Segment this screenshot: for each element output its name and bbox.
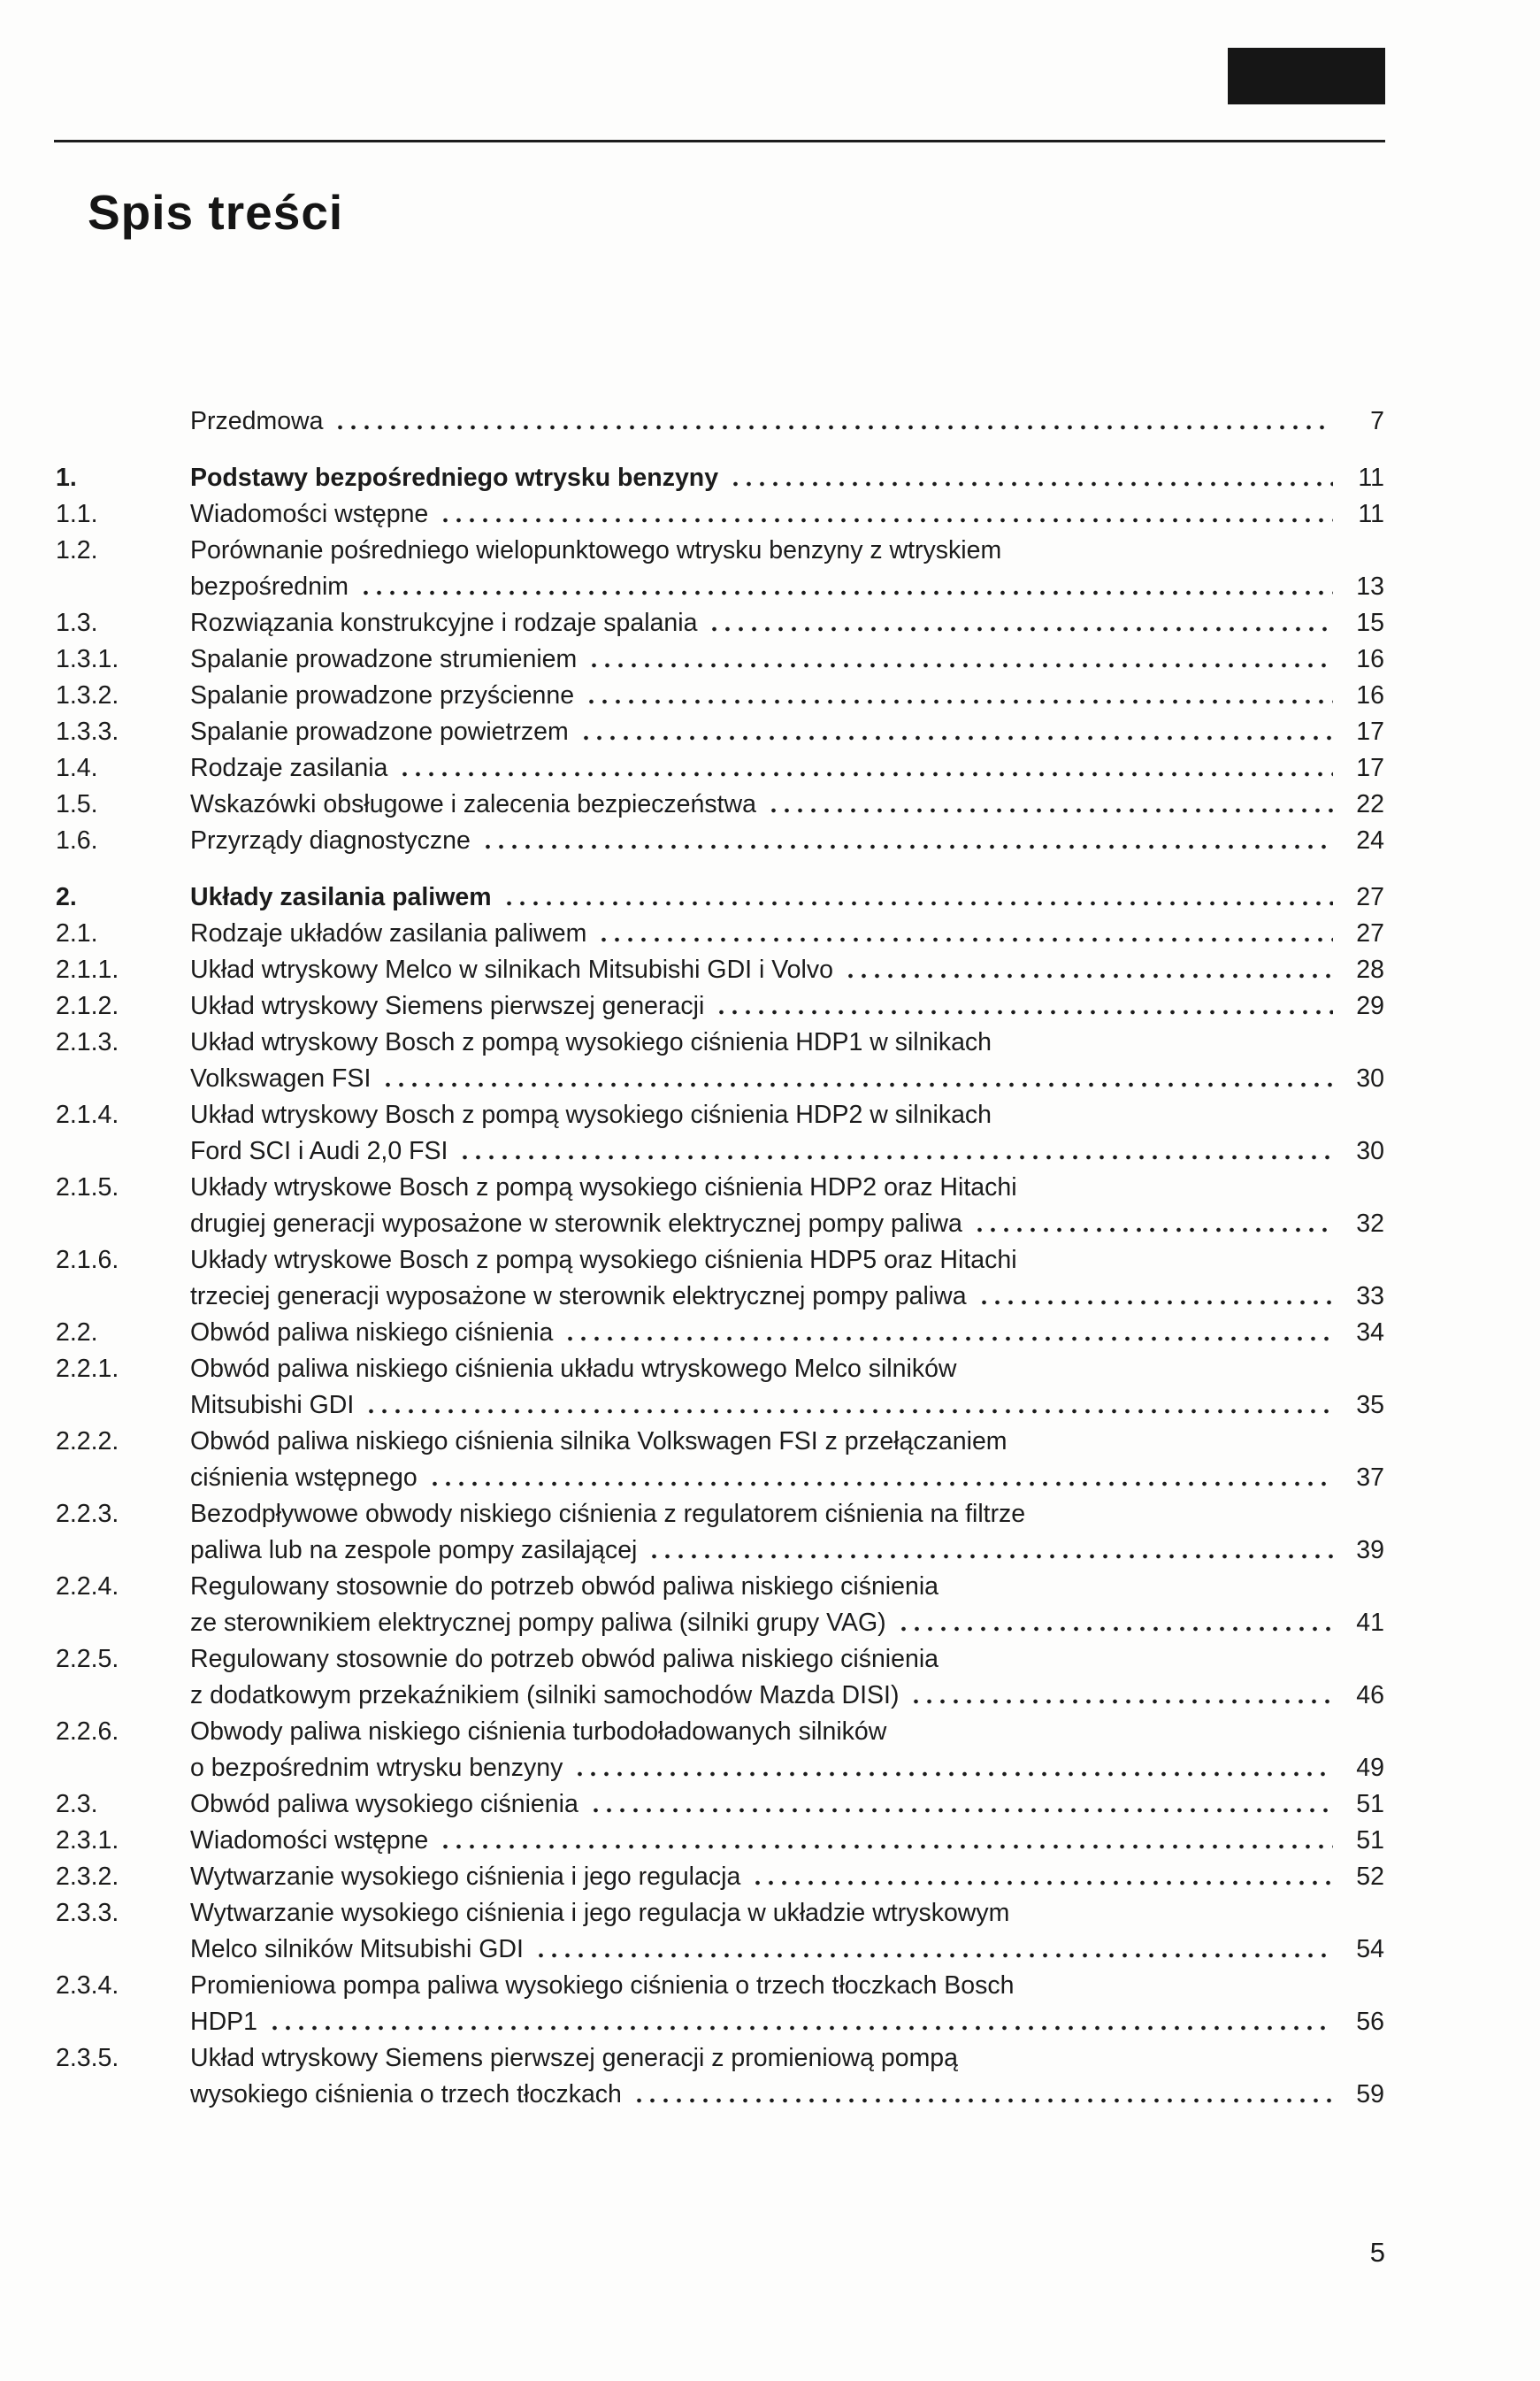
toc-entry-page: 28	[1356, 956, 1384, 984]
toc-entry-line	[190, 1932, 1384, 1968]
toc-entry-body	[190, 403, 1384, 440]
dot-leader	[585, 678, 1333, 714]
toc-entry	[56, 1025, 1384, 1097]
toc-entry-page: 7	[1370, 407, 1384, 435]
toc-entry-line	[190, 496, 1384, 533]
toc-entry	[56, 2040, 1384, 2113]
toc-entry-title: drugiej generacji wyposażone w sterownik elektrycznej pompy paliwa	[190, 1210, 962, 1238]
toc-entry-line	[190, 750, 1384, 787]
toc-entry	[56, 1569, 1384, 1641]
toc-entry-body	[190, 1097, 1384, 1170]
toc-entry-title: Obwód paliwa niskiego ciśnienia silnika Volkswagen FSI z przełączaniem	[190, 1427, 1008, 1455]
toc-entry-line	[190, 823, 1384, 859]
toc-entry-title: Spalanie prowadzone powietrzem	[190, 718, 569, 746]
dot-leader	[398, 750, 1333, 787]
toc-entry	[56, 1496, 1384, 1569]
toc-entry-page: 52	[1356, 1863, 1384, 1891]
toc-entry-line	[190, 2040, 1384, 2077]
toc-entry-line	[190, 1424, 1384, 1460]
toc-entry-title: Układ wtryskowy Siemens pierwszej generacji z promieniową pompą	[190, 2044, 959, 2072]
toc-entry-title: z dodatkowym przekaźnikiem (silniki samochodów Mazda DISI)	[190, 1681, 900, 1709]
toc-entry-line	[190, 916, 1384, 952]
toc-entry-page: 49	[1356, 1754, 1384, 1782]
toc-entry-body	[190, 678, 1384, 714]
dot-leader	[844, 952, 1333, 988]
toc-entry-title: Układy wtryskowe Bosch z pompą wysokiego ciśnienia HDP2 oraz Hitachi	[190, 1173, 1017, 1202]
toc-entry-line	[190, 1859, 1384, 1895]
toc-entry-number: 2.2.5.	[56, 1645, 119, 1673]
toc-entry-line	[190, 1641, 1384, 1678]
toc-entry-line	[190, 1750, 1384, 1786]
toc-entry-title: Układ wtryskowy Bosch z pompą wysokiego ciśnienia HDP2 w silnikach	[190, 1101, 992, 1129]
toc-entry-page: 27	[1356, 883, 1384, 911]
toc-entry-body	[190, 1895, 1384, 1968]
toc-entry-body	[190, 605, 1384, 641]
toc-entry-line	[190, 1242, 1384, 1279]
toc-entry-line	[190, 1315, 1384, 1351]
toc-entry-title: ciśnienia wstępnego	[190, 1463, 418, 1492]
toc-entry	[56, 1968, 1384, 2040]
toc-entry-page: 41	[1356, 1609, 1384, 1637]
toc-entry	[56, 1424, 1384, 1496]
toc-entry-page: 32	[1356, 1210, 1384, 1238]
toc-entry-title: bezpośrednim	[190, 572, 349, 601]
toc-entry-title: o bezpośrednim wtrysku benzyny	[190, 1754, 563, 1782]
toc-entry-page: 34	[1356, 1318, 1384, 1347]
toc-entry-line	[190, 714, 1384, 750]
toc-entry	[56, 1351, 1384, 1424]
toc-entry-page: 35	[1356, 1391, 1384, 1419]
dot-leader	[597, 916, 1333, 952]
toc-entry	[56, 533, 1384, 605]
toc-entry-number: 2.2.6.	[56, 1717, 119, 1746]
toc-entry-page: 33	[1356, 1282, 1384, 1310]
toc-entry-title: Wskazówki obsługowe i zalecenia bezpieczeństwa	[190, 790, 756, 818]
toc-entry-body	[190, 533, 1384, 605]
toc-entry-title: Wiadomości wstępne	[190, 1826, 429, 1855]
toc-entry-number: 1.2.	[56, 536, 98, 565]
toc-entry-number: 2.2.4.	[56, 1572, 119, 1601]
toc-entry-number: 2.	[56, 883, 77, 911]
toc-entry-body	[190, 1786, 1384, 1823]
toc-entry-title: Układy wtryskowe Bosch z pompą wysokiego ciśnienia HDP5 oraz Hitachi	[190, 1246, 1017, 1274]
toc-entry-line	[190, 1387, 1384, 1424]
toc-entry-page: 16	[1356, 645, 1384, 673]
toc-entry-page: 30	[1356, 1137, 1384, 1165]
dot-leader	[751, 1859, 1333, 1895]
toc-entry-page: 46	[1356, 1681, 1384, 1709]
toc-entry-page: 17	[1356, 718, 1384, 746]
dot-leader	[502, 879, 1333, 916]
page-number: 5	[1369, 2237, 1385, 2268]
toc-entry-line	[190, 605, 1384, 641]
toc-entry-page: 11	[1358, 500, 1384, 528]
toc-entry-body	[190, 1242, 1384, 1315]
toc-entry-line	[190, 1351, 1384, 1387]
toc-entry-body	[190, 1569, 1384, 1641]
toc-entry-page: 29	[1356, 992, 1384, 1020]
toc-entry-line	[190, 1206, 1384, 1242]
toc-entry-title: Spalanie prowadzone przyścienne	[190, 681, 575, 710]
toc-entry-title: Obwód paliwa niskiego ciśnienia układu wtryskowego Melco silników	[190, 1355, 957, 1383]
dot-leader	[897, 1605, 1333, 1641]
toc-entry-body	[190, 460, 1384, 496]
toc-entry-page: 30	[1356, 1064, 1384, 1093]
toc-entry-number: 1.1.	[56, 500, 98, 528]
dot-leader	[589, 1786, 1333, 1823]
dot-leader	[579, 714, 1333, 750]
toc-entry-body	[190, 1424, 1384, 1496]
toc-entry-line	[190, 678, 1384, 714]
toc-entry-title: Wytwarzanie wysokiego ciśnienia i jego regulacja	[190, 1863, 741, 1891]
toc-entry-number: 2.1.6.	[56, 1246, 119, 1274]
toc-entry-page: 11	[1358, 464, 1384, 492]
toc-entry-title: Melco silników Mitsubishi GDI	[190, 1935, 524, 1963]
toc-entry-page: 15	[1356, 609, 1384, 637]
toc-entry-number: 2.2.1.	[56, 1355, 119, 1383]
toc-entry-page: 51	[1356, 1790, 1384, 1818]
toc-entry-line	[190, 1460, 1384, 1496]
toc-entry	[56, 678, 1384, 714]
toc-entry-title: Volkswagen FSI	[190, 1064, 372, 1093]
toc-entry-line	[190, 1170, 1384, 1206]
toc-entry	[56, 916, 1384, 952]
toc-entry	[56, 1170, 1384, 1242]
toc-entry-title: Porównanie pośredniego wielopunktowego wtrysku benzyny z wtryskiem	[190, 536, 1002, 565]
dot-leader	[458, 1133, 1333, 1170]
toc-entry-number: 2.3.2.	[56, 1863, 119, 1891]
toc-entry-title: trzeciej generacji wyposażone w sterownik elektrycznej pompy paliwa	[190, 1282, 967, 1310]
dot-leader	[481, 823, 1333, 859]
toc-entry-page: 51	[1356, 1826, 1384, 1855]
toc-entry-line	[190, 1097, 1384, 1133]
dot-leader	[729, 460, 1333, 496]
toc-entry	[56, 1859, 1384, 1895]
toc-entry-line	[190, 460, 1384, 496]
toc-entry-line	[190, 1678, 1384, 1714]
toc-entry-body	[190, 1968, 1384, 2040]
toc-entry-title: Mitsubishi GDI	[190, 1391, 355, 1419]
toc-entry-body	[190, 2040, 1384, 2113]
toc-entry-line	[190, 2004, 1384, 2040]
toc-entry-line	[190, 1569, 1384, 1605]
toc-entry-title: Rozwiązania konstrukcyjne i rodzaje spalania	[190, 609, 698, 637]
toc-entry-line	[190, 2077, 1384, 2113]
dot-leader	[333, 403, 1333, 440]
toc-entry-line	[190, 1279, 1384, 1315]
toc-list	[56, 403, 1384, 2113]
toc-entry-number: 2.3.5.	[56, 2044, 119, 2072]
toc-entry	[56, 1242, 1384, 1315]
toc-entry-body	[190, 1351, 1384, 1424]
toc-entry-body	[190, 879, 1384, 916]
toc-entry-line	[190, 1532, 1384, 1569]
redacted-header-block	[1228, 48, 1385, 104]
toc-entry-number: 2.3.3.	[56, 1899, 119, 1927]
toc-entry	[56, 460, 1384, 496]
toc-entry	[56, 403, 1384, 440]
toc-entry-line	[190, 988, 1384, 1025]
toc-entry	[56, 1823, 1384, 1859]
toc-entry-number: 1.	[56, 464, 77, 492]
toc-entry	[56, 823, 1384, 859]
toc-entry-line	[190, 1968, 1384, 2004]
toc-entry-title: Obwód paliwa niskiego ciśnienia	[190, 1318, 554, 1347]
toc-entry-number: 1.3.	[56, 609, 98, 637]
toc-entry-number: 2.2.3.	[56, 1500, 119, 1528]
toc-entry-title: paliwa lub na zespole pompy zasilającej	[190, 1536, 638, 1564]
toc-entry-number: 1.3.2.	[56, 681, 119, 710]
toc-entry	[56, 1895, 1384, 1968]
toc-entry-number: 2.1.2.	[56, 992, 119, 1020]
toc-entry-page: 27	[1356, 919, 1384, 948]
toc-entry-number: 1.4.	[56, 754, 98, 782]
toc-entry-title: Rodzaje zasilania	[190, 754, 388, 782]
toc-entry-body	[190, 916, 1384, 952]
dot-leader	[381, 1061, 1333, 1097]
toc-entry-number: 2.3.1.	[56, 1826, 119, 1855]
dot-leader	[573, 1750, 1333, 1786]
toc-entry-body	[190, 714, 1384, 750]
toc-entry	[56, 1786, 1384, 1823]
toc-entry-page: 54	[1356, 1935, 1384, 1963]
toc-entry-page: 39	[1356, 1536, 1384, 1564]
toc-entry-number: 2.2.	[56, 1318, 98, 1347]
dot-leader	[973, 1206, 1333, 1242]
dot-leader	[563, 1315, 1333, 1351]
toc-entry-body	[190, 1859, 1384, 1895]
dot-leader	[909, 1678, 1333, 1714]
toc-entry-page: 13	[1356, 572, 1384, 601]
dot-leader	[767, 787, 1333, 823]
dot-leader	[439, 1823, 1333, 1859]
toc-entry-title: wysokiego ciśnienia o trzech tłoczkach	[190, 2080, 622, 2108]
dot-leader	[359, 569, 1333, 605]
toc-entry-body	[190, 1025, 1384, 1097]
toc-entry-title: Rodzaje układów zasilania paliwem	[190, 919, 587, 948]
toc-entry-line	[190, 569, 1384, 605]
toc-entry-title: ze sterownikiem elektrycznej pompy paliwa (silniki grupy VAG)	[190, 1609, 886, 1637]
toc-entry	[56, 879, 1384, 916]
toc-entry-body	[190, 988, 1384, 1025]
dot-leader	[977, 1279, 1333, 1315]
toc-entry	[56, 641, 1384, 678]
toc-entry-number: 2.1.1.	[56, 956, 119, 984]
dot-leader	[439, 496, 1333, 533]
toc-entry-title: Układ wtryskowy Siemens pierwszej generacji	[190, 992, 705, 1020]
toc-entry-number: 2.1.	[56, 919, 98, 948]
toc-entry-body	[190, 787, 1384, 823]
toc-entry-title: Przyrządy diagnostyczne	[190, 826, 471, 855]
toc-entry-page: 37	[1356, 1463, 1384, 1492]
toc-entry-title: Podstawy bezpośredniego wtrysku benzyny	[190, 464, 719, 492]
toc-entry-line	[190, 1895, 1384, 1932]
toc-entry-body	[190, 750, 1384, 787]
dot-leader	[715, 988, 1333, 1025]
toc-entry-line	[190, 1061, 1384, 1097]
toc-entry-number: 2.3.4.	[56, 1971, 119, 2000]
toc-entry-title: Promieniowa pompa paliwa wysokiego ciśnienia o trzech tłoczkach Bosch	[190, 1971, 1015, 2000]
toc-entry-page: 56	[1356, 2008, 1384, 2036]
toc-entry-body	[190, 1496, 1384, 1569]
toc-entry-page: 24	[1356, 826, 1384, 855]
dot-leader	[708, 605, 1333, 641]
page-title: Spis treści	[88, 185, 344, 240]
dot-leader	[428, 1460, 1333, 1496]
toc-entry-body	[190, 1170, 1384, 1242]
toc-entry	[56, 1641, 1384, 1714]
toc-entry-title: Układ wtryskowy Melco w silnikach Mitsubishi GDI i Volvo	[190, 956, 833, 984]
toc-entry-body	[190, 496, 1384, 533]
toc-entry-line	[190, 1605, 1384, 1641]
toc-entry	[56, 1315, 1384, 1351]
toc-entry	[56, 988, 1384, 1025]
toc-entry	[56, 496, 1384, 533]
toc-entry-number: 1.3.3.	[56, 718, 119, 746]
toc-entry-title: Spalanie prowadzone strumieniem	[190, 645, 578, 673]
toc-entry-page: 16	[1356, 681, 1384, 710]
dot-leader	[268, 2004, 1333, 2040]
toc-entry-title: Ford SCI i Audi 2,0 FSI	[190, 1137, 448, 1165]
toc-entry-title: Regulowany stosownie do potrzeb obwód paliwa niskiego ciśnienia	[190, 1572, 939, 1601]
toc-entry-title: Obwody paliwa niskiego ciśnienia turbodoładowanych silników	[190, 1717, 887, 1746]
dot-leader	[364, 1387, 1333, 1424]
toc-entry-title: Wytwarzanie wysokiego ciśnienia i jego regulacja w układzie wtryskowym	[190, 1899, 1010, 1927]
toc-entry-page: 22	[1356, 790, 1384, 818]
toc-entry-body	[190, 1714, 1384, 1786]
toc-entry-line	[190, 1496, 1384, 1532]
dot-leader	[647, 1532, 1333, 1569]
toc-entry-number: 2.3.	[56, 1790, 98, 1818]
toc-entry-page: 59	[1356, 2080, 1384, 2108]
toc-entry-number: 2.1.3.	[56, 1028, 119, 1056]
toc-entry-title: Przedmowa	[190, 407, 324, 435]
toc-entry-line	[190, 1823, 1384, 1859]
toc-entry-number: 2.2.2.	[56, 1427, 119, 1455]
toc-entry	[56, 787, 1384, 823]
toc-entry-line	[190, 952, 1384, 988]
toc-entry-body	[190, 952, 1384, 988]
toc-entry	[56, 714, 1384, 750]
toc-entry-line	[190, 1786, 1384, 1823]
toc-entry-line	[190, 1133, 1384, 1170]
toc-entry-line	[190, 403, 1384, 440]
toc-entry-title: Układy zasilania paliwem	[190, 883, 492, 911]
toc-entry-title: HDP1	[190, 2008, 258, 2036]
toc-entry-body	[190, 823, 1384, 859]
toc-entry-number: 1.3.1.	[56, 645, 119, 673]
toc-entry-title: Wiadomości wstępne	[190, 500, 429, 528]
toc-entry	[56, 605, 1384, 641]
toc-entry-title: Bezodpływowe obwody niskiego ciśnienia z regulatorem ciśnienia na filtrze	[190, 1500, 1026, 1528]
toc-entry-number: 2.1.4.	[56, 1101, 119, 1129]
toc-entry-number: 2.1.5.	[56, 1173, 119, 1202]
dot-leader	[632, 2077, 1333, 2113]
header-rule	[54, 140, 1385, 142]
toc-entry-body	[190, 641, 1384, 678]
toc-entry-line	[190, 1025, 1384, 1061]
toc-entry-line	[190, 879, 1384, 916]
toc-entry-title: Układ wtryskowy Bosch z pompą wysokiego ciśnienia HDP1 w silnikach	[190, 1028, 992, 1056]
dot-leader	[534, 1932, 1333, 1968]
toc-entry-number	[56, 403, 190, 440]
toc-entry	[56, 750, 1384, 787]
toc-entry-number: 1.6.	[56, 826, 98, 855]
toc-entry-line	[190, 787, 1384, 823]
toc-entry-line	[190, 641, 1384, 678]
toc-entry-page: 17	[1356, 754, 1384, 782]
toc-entry	[56, 1097, 1384, 1170]
toc-entry-line	[190, 533, 1384, 569]
toc-entry-number: 1.5.	[56, 790, 98, 818]
toc-entry-body	[190, 1315, 1384, 1351]
toc-entry	[56, 952, 1384, 988]
toc-entry-line	[190, 1714, 1384, 1750]
toc-entry-title: Regulowany stosownie do potrzeb obwód paliwa niskiego ciśnienia	[190, 1645, 939, 1673]
dot-leader	[587, 641, 1333, 678]
toc-entry-title: Obwód paliwa wysokiego ciśnienia	[190, 1790, 578, 1818]
toc-entry	[56, 1714, 1384, 1786]
toc-entry-body	[190, 1823, 1384, 1859]
toc-entry-body	[190, 1641, 1384, 1714]
